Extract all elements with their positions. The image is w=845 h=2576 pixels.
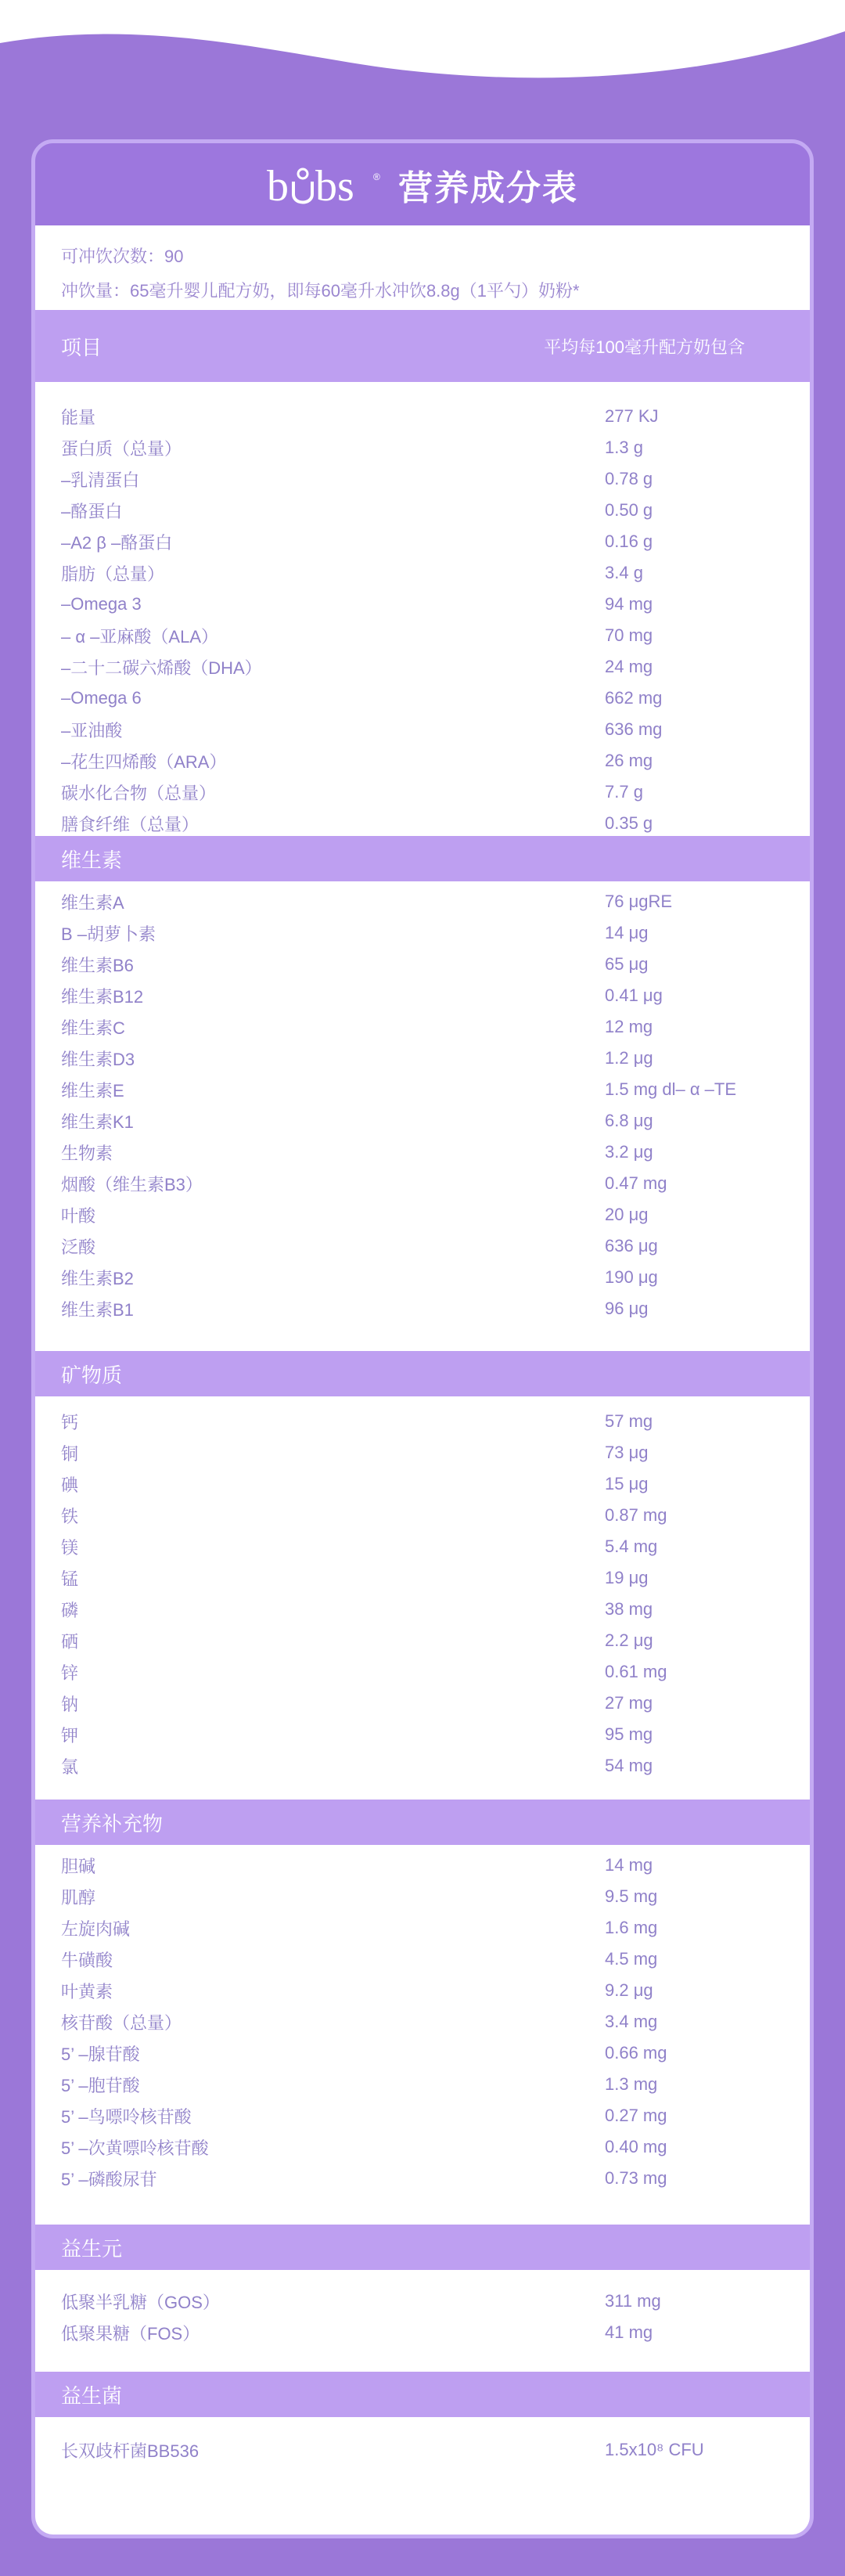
table-row: 硒 2.2 μg xyxy=(61,1630,653,1652)
section-header-minerals xyxy=(31,1351,814,1396)
table-row: 钙 57 mg xyxy=(61,1411,653,1432)
table-row: 泛酸 636 μg xyxy=(61,1236,658,1257)
table-row: 左旋肉碱 1.6 mg xyxy=(61,1918,658,1939)
table-row: 低聚半乳糖（GOS） 311 mg xyxy=(61,2291,661,2312)
bottom-wave-decoration xyxy=(0,2538,845,2576)
section-probiotics xyxy=(31,2417,814,2538)
page-title: 营养成分表 xyxy=(398,168,578,207)
section-title: 益生菌 xyxy=(61,2383,123,2408)
table-row: 镁 5.4 mg xyxy=(61,1537,658,1558)
table-row: 维生素B1 96 μg xyxy=(61,1299,649,1320)
section-supplements xyxy=(31,1845,814,2225)
table-row: 5’ –磷酸尿苷 0.73 mg xyxy=(61,2168,667,2189)
table-row: 蛋白质（总量） 1.3 g xyxy=(61,438,643,459)
nutrition-card xyxy=(31,139,814,2538)
section-title: 维生素 xyxy=(61,848,123,872)
section-prebiotics xyxy=(31,2270,814,2372)
table-header xyxy=(31,310,814,382)
section-header-vitamins xyxy=(31,836,814,881)
table-row: 锌 0.61 mg xyxy=(61,1662,667,1683)
table-row: –A2 β –酪蛋白 0.16 g xyxy=(61,531,653,553)
table-row: 维生素B6 65 μg xyxy=(61,954,649,975)
table-row: 碳水化合物（总量） 7.7 g xyxy=(61,782,643,803)
table-row: 氯 54 mg xyxy=(61,1756,653,1777)
table-row: 维生素A 76 μgRE xyxy=(61,892,673,913)
table-row: 钠 27 mg xyxy=(61,1693,653,1714)
section-header-probiotics xyxy=(31,2372,814,2417)
table-row: 叶黄素 9.2 μg xyxy=(61,1980,653,2001)
table-row: 碘 15 μg xyxy=(61,1474,649,1495)
per-100ml-column-label: 平均每100毫升配方奶包含 xyxy=(544,337,745,357)
table-row: – α –亚麻酸（ALA） 70 mg xyxy=(61,625,653,647)
table-row: 5’ –胞苷酸 1.3 mg xyxy=(61,2074,658,2095)
table-row: –Omega 3 94 mg xyxy=(61,594,653,614)
table-row: 5’ –次黄嘌呤核苷酸 0.40 mg xyxy=(61,2137,667,2158)
table-row: 低聚果糖（FOS） 41 mg xyxy=(61,2322,653,2344)
table-row: 维生素D3 1.2 μg xyxy=(61,1048,653,1069)
table-row: 能量 277 KJ xyxy=(61,406,659,427)
bubs-logo xyxy=(267,160,384,210)
section-minerals xyxy=(31,1396,814,1800)
svg-text:®: ® xyxy=(373,171,380,182)
table-row: Β –胡萝卜素 14 μg xyxy=(61,923,649,944)
serving-size: 冲饮量：65毫升婴儿配方奶，即每60毫升水冲饮8.8g（1平勺）奶粉* xyxy=(61,281,580,301)
table-row: 钾 95 mg xyxy=(61,1724,653,1746)
table-row: –花生四烯酸（ARA） 26 mg xyxy=(61,751,653,772)
table-row: –二十二碳六烯酸（DHA） 24 mg xyxy=(61,657,653,678)
table-row: 维生素C 12 mg xyxy=(61,1017,653,1038)
top-wave-decoration xyxy=(0,0,845,86)
section-title: 矿物质 xyxy=(61,1363,123,1387)
table-row: –Omega 6 662 mg xyxy=(61,688,663,708)
table-row: –乳清蛋白 0.78 g xyxy=(61,469,653,490)
table-row: 维生素B2 190 μg xyxy=(61,1267,658,1288)
table-row: 胆碱 14 mg xyxy=(61,1855,653,1876)
table-row: –酪蛋白 0.50 g xyxy=(61,500,653,521)
table-row: 维生素K1 6.8 μg xyxy=(61,1111,653,1132)
table-row: 核苷酸（总量） 3.4 mg xyxy=(61,2012,658,2033)
table-row: 膳食纤维（总量） 0.35 g xyxy=(61,813,653,834)
svg-text:b: b xyxy=(267,161,289,210)
table-row: 锰 19 μg xyxy=(61,1568,649,1589)
table-row: 铜 73 μg xyxy=(61,1443,649,1464)
table-row: 5’ –鸟嘌呤核苷酸 0.27 mg xyxy=(61,2106,667,2127)
table-row: 维生素E 1.5 mg dl– α –TE xyxy=(61,1079,737,1101)
table-row: 烟酸（维生素B3） 0.47 mg xyxy=(61,1173,667,1194)
section-vitamins xyxy=(31,881,814,1351)
section-title: 营养补充物 xyxy=(61,1811,164,1836)
table-row: 脂肪（总量） 3.4 g xyxy=(61,563,643,584)
serving-info xyxy=(31,225,814,310)
section-general xyxy=(31,382,814,836)
table-row: 生物素 3.2 μg xyxy=(61,1142,653,1163)
table-row: 铁 0.87 mg xyxy=(61,1505,667,1526)
svg-text:bs: bs xyxy=(315,161,354,210)
servings-count: 可冲饮次数：90 xyxy=(61,247,184,266)
table-row: 维生素B12 0.41 μg xyxy=(61,985,663,1007)
table-row: –亚油酸 636 mg xyxy=(61,719,663,740)
item-column-label: 项目 xyxy=(61,335,102,359)
table-row: 长双歧杆菌BB536 1.5x10⁸ CFU xyxy=(61,2440,704,2461)
section-header-prebiotics xyxy=(31,2225,814,2270)
table-row: 叶酸 20 μg xyxy=(61,1205,649,1226)
section-header-supplements xyxy=(31,1800,814,1845)
card-header xyxy=(35,143,810,225)
table-row: 肌醇 9.5 mg xyxy=(61,1886,658,1908)
table-row: 磷 38 mg xyxy=(61,1599,653,1620)
table-row: 牛磺酸 4.5 mg xyxy=(61,1949,658,1970)
section-title: 益生元 xyxy=(61,2236,123,2261)
table-row: 5’ –腺苷酸 0.66 mg xyxy=(61,2043,667,2064)
